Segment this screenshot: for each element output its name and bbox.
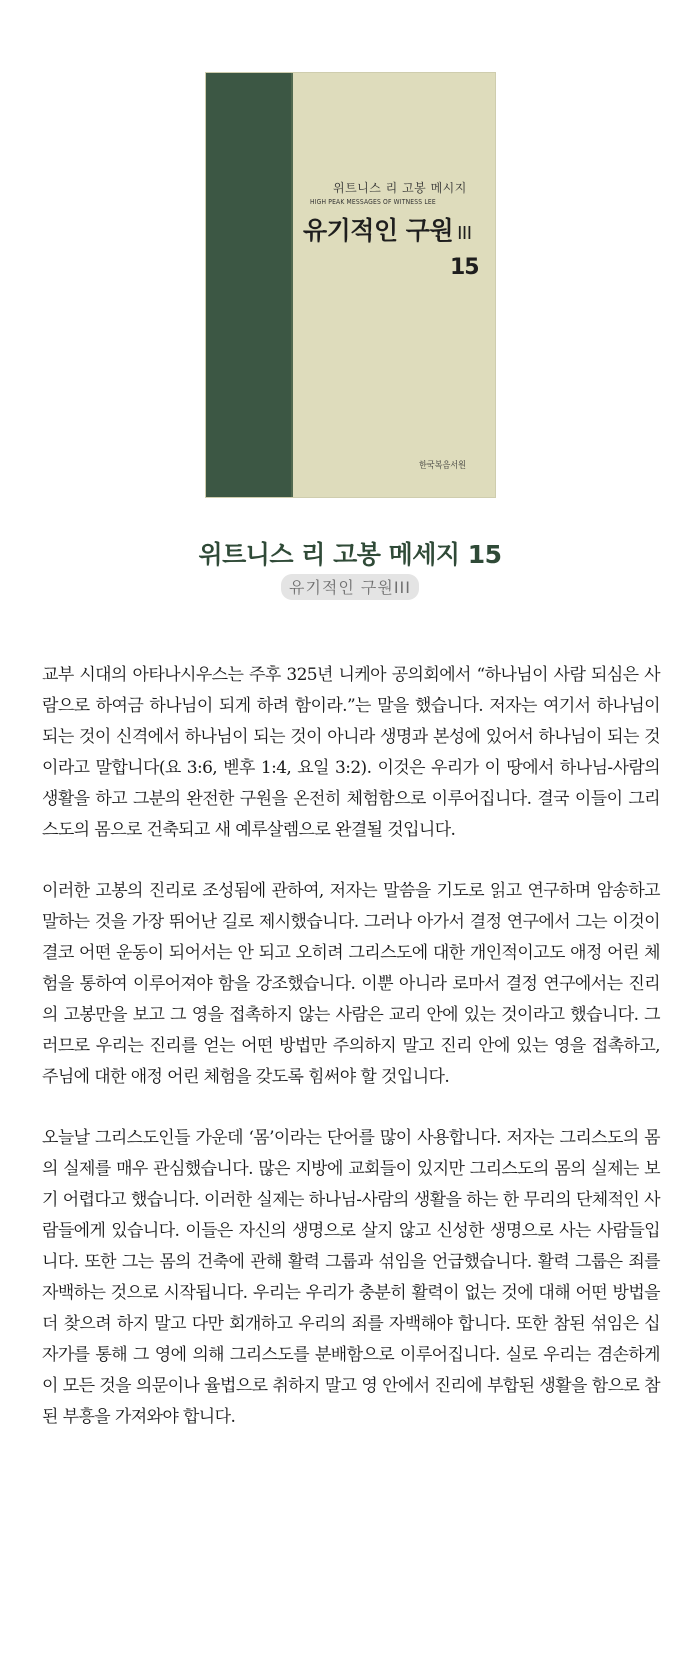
cover-series-title: 위트니스 리 고봉 메시지 — [333, 181, 467, 195]
cover-spine — [206, 73, 291, 497]
description-paragraph: 오늘날 그리스도인들 가운데 ‘몸’이라는 단어를 많이 사용합니다. 저자는 그리스도의 몸의 실제를 매우 관심했습니다. 많은 지방에 교회들이 있지만 그리스도의 몸의 실제는 보기 어렵다고 했습니다. 이러한 실제는 하나님-사람의 생활을 하는 한 무리의 단체적인 사람들에게 있습니다. 이들은 자신의 생명으로 살지 않고 신성한 생명으로 사는 사람들입니다. 또한 그는 몸의 건축에 관해 활력 그룹과 섞임을 언급했습니다. 활력 그룹은 죄를 자백하는 것으로 시작됩니다. 우리는 우리가 충분히 활력이 없는 것에 대해 어떤 방법을 더 찾으려 하지 말고 다만 회개하고 우리의 죄를 자백해야 합니다. 또한 참된 섞임은 십자가를 통해 그 영에 의해 그리스도를 분배함으로 이루어집니다. 실로 우리는 겸손하게 이 모든 것을 의문이나 율법으로 취하지 말고 영 안에서 진리에 부합된 생활을 함으로 참된 부흥을 가져와야 합니다. — [42, 1128, 660, 1427]
book-title-heading: 위트니스 리 고봉 메세지 15 — [198, 540, 502, 569]
book-cover-image — [206, 73, 495, 497]
cover-book-title — [303, 211, 472, 247]
cover-title-text: 유기적인 구원 — [303, 216, 454, 245]
description-paragraph: 교부 시대의 아타나시우스는 주후 325년 니케아 공의회에서 “하나님이 사람 되심은 사람으로 하여금 하나님이 되게 하려 함이라.”는 말을 했습니다. 저자는 여기서 하나님이 되는 것이 신격에서 하나님이 되는 것이 아니라 생명과 본성에 있어서 하나님이 되는 것이라고 말합니다(요 3:6, 벧후 1:4, 요일 3:2). 이것은 우리가 이 땅에서 하나님-사람의 생활을 하고 그분의 완전한 구원을 온전히 체험함으로 이루어집니다. 결국 이들이 그리스도의 몸으로 건축되고 새 예루살렘으로 완결될 것입니다. — [42, 665, 660, 840]
book-description — [42, 660, 660, 1463]
subtitle-row — [0, 574, 700, 600]
cover-publisher: 한국복음서원 — [419, 461, 466, 471]
cover-volume-number: 15 — [450, 255, 479, 280]
description-paragraph: 이러한 고봉의 진리로 조성됨에 관하여, 저자는 말씀을 기도로 읽고 연구하며 암송하고 말하는 것을 가장 뛰어난 길로 제시했습니다. 그러나 아가서 결정 연구에서 그는 이것이 결코 어떤 운동이 되어서는 안 되고 오히려 그리스도에 대한 개인적이고도 애정 어린 체험을 통하여 이루어져야 함을 강조했습니다. 이뿐 아니라 로마서 결정 연구에서는 진리의 고봉만을 보고 그 영을 접촉하지 않는 사람은 교리 안에 있는 것이라고 했습니다. 그러므로 우리는 진리를 얻는 어떤 방법만 주의하지 말고 진리 안에 있는 영을 접촉하고, 주님에 대한 애정 어린 체험을 갖도록 힘써야 할 것입니다. — [42, 881, 660, 1087]
book-subtitle-badge: 유기적인 구원III — [281, 574, 419, 600]
cover-series-english: HIGH PEAK MESSAGES OF WITNESS LEE — [310, 198, 436, 206]
cover-spine-edge — [291, 73, 293, 497]
cover-title-numeral: III — [457, 223, 472, 244]
